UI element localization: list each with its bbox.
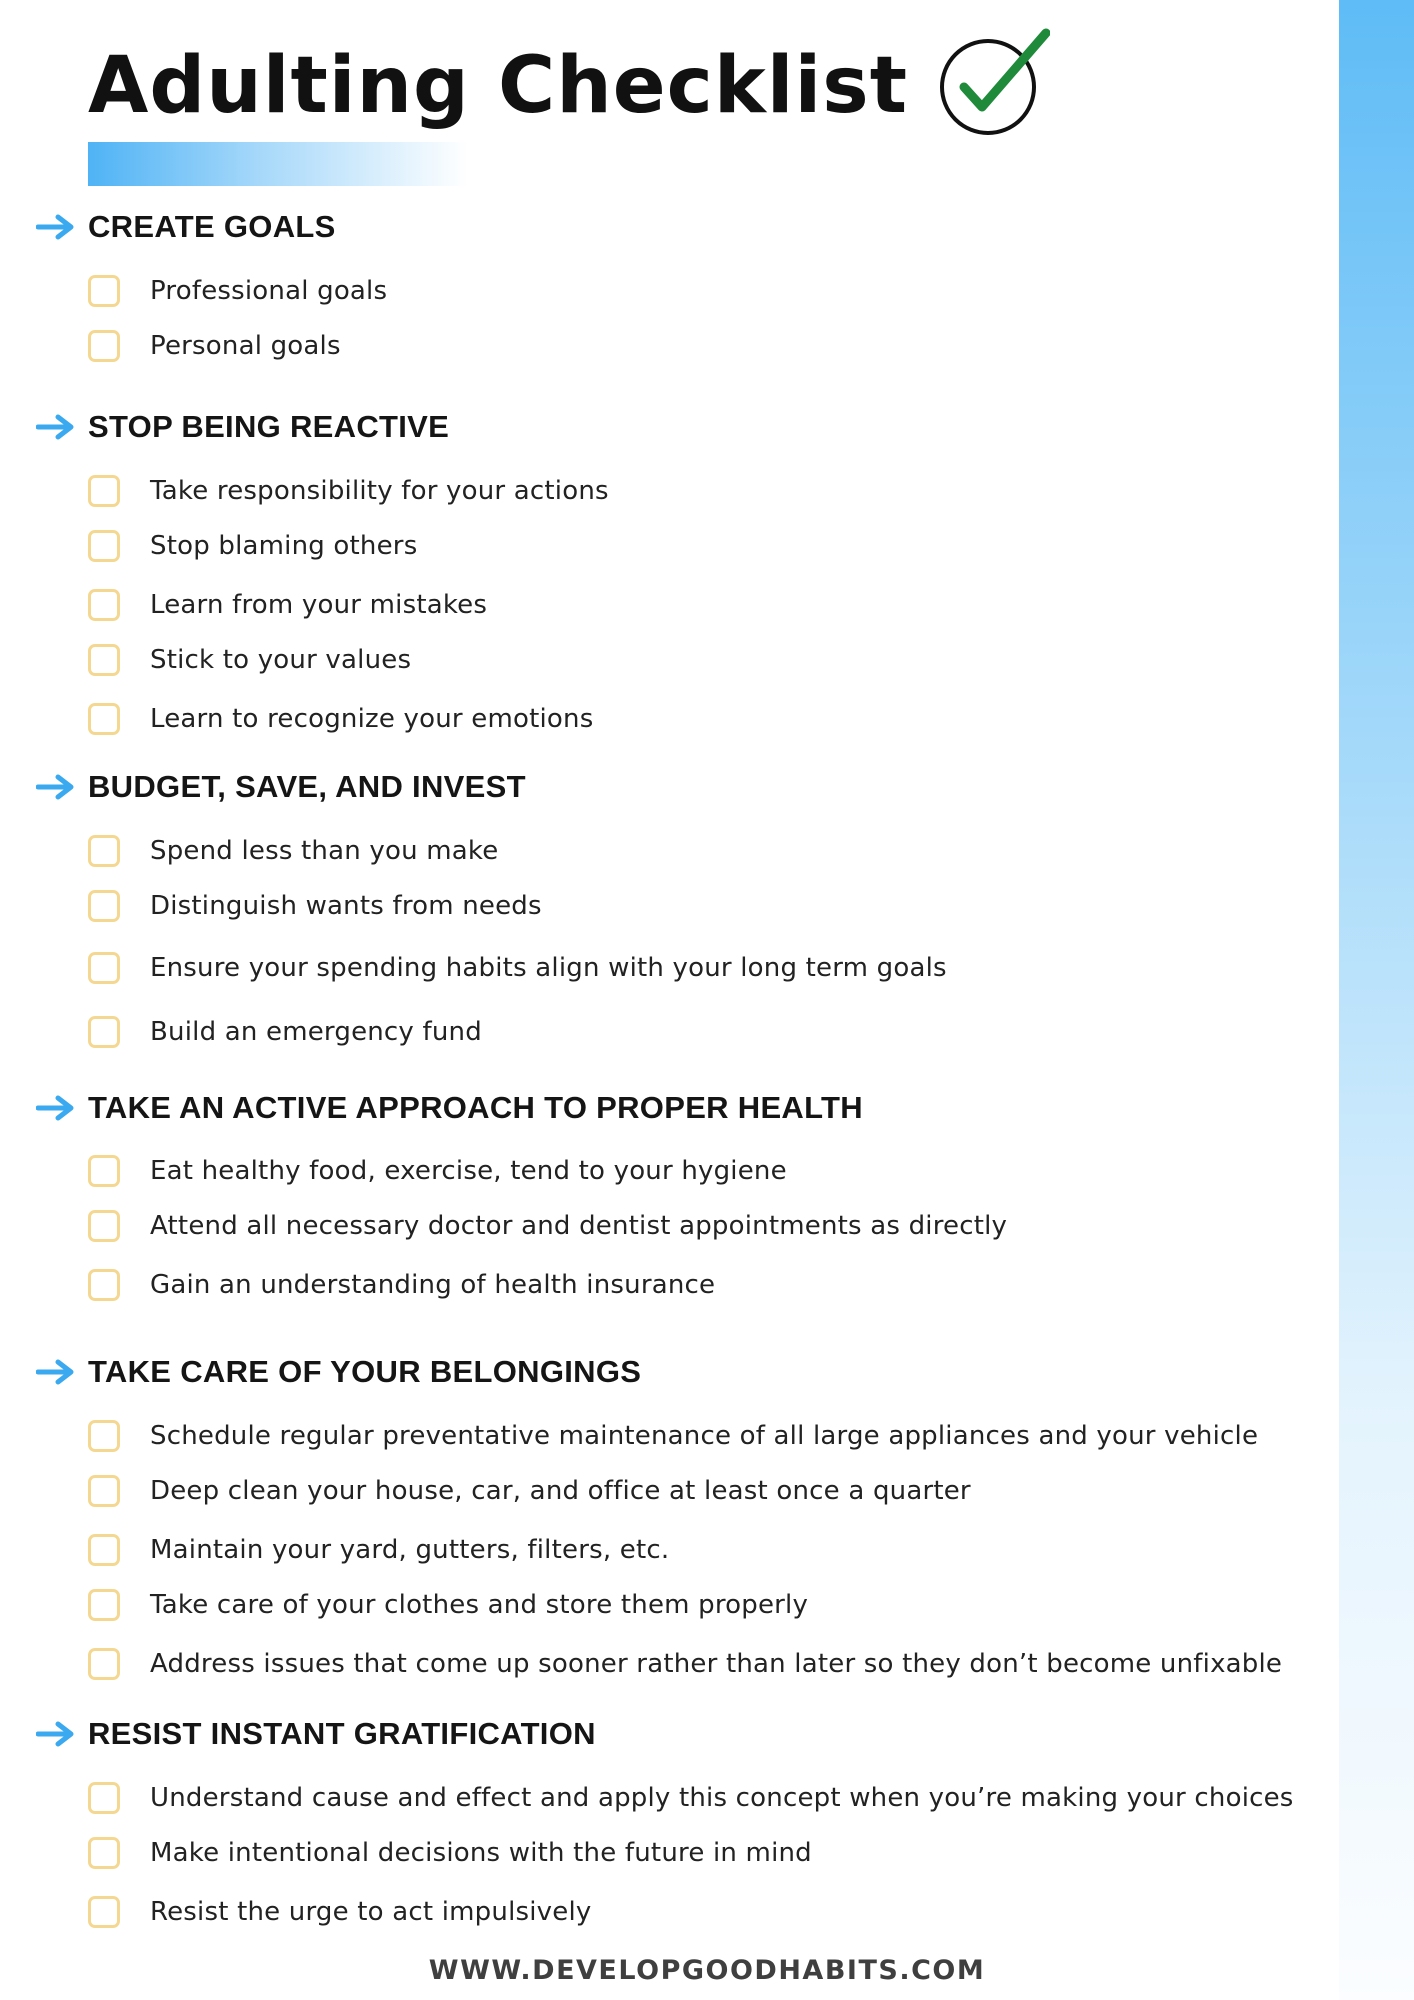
checkbox[interactable] (88, 589, 120, 621)
item-label: Professional goals (150, 276, 388, 306)
item-label: Attend all necessary doctor and dentist appointments as directly (150, 1211, 1008, 1241)
checkbox[interactable] (88, 475, 120, 507)
arrow-right-icon (36, 214, 76, 240)
section-proper-health (36, 1086, 1326, 1300)
arrow-right-icon (36, 1359, 76, 1385)
checkbox[interactable] (88, 644, 120, 676)
section-budget-save-invest (36, 765, 1326, 1047)
checklist-item[interactable] (88, 1470, 971, 1512)
checkbox[interactable] (88, 1475, 120, 1507)
checkbox[interactable] (88, 1269, 120, 1301)
checklist-item[interactable] (88, 947, 947, 989)
item-label: Build an emergency fund (150, 1017, 482, 1047)
item-label: Resist the urge to act impulsively (150, 1897, 592, 1927)
item-label: Make intentional decisions with the future in mind (150, 1838, 812, 1868)
checklist-item[interactable] (88, 325, 341, 367)
checklist-item[interactable] (88, 1832, 812, 1874)
checkbox[interactable] (88, 1589, 120, 1621)
checkbox[interactable] (88, 1016, 120, 1048)
checkbox[interactable] (88, 703, 120, 735)
arrow-right-icon (36, 414, 76, 440)
item-label: Stick to your values (150, 645, 412, 675)
item-label: Understand cause and effect and apply this concept when you’re making your choices (150, 1783, 1294, 1813)
item-label: Learn to recognize your emotions (150, 704, 594, 734)
item-label: Address issues that come up sooner rather than later so they don’t become unfixable (150, 1649, 1283, 1679)
section-create-goals (36, 205, 1326, 361)
checkbox[interactable] (88, 1155, 120, 1187)
page-title: Adulting Checklist (88, 41, 908, 131)
item-label: Ensure your spending habits align with your long term goals (150, 953, 947, 983)
item-label: Eat healthy food, exercise, tend to your hygiene (150, 1156, 787, 1186)
item-label: Take care of your clothes and store them properly (150, 1590, 809, 1620)
checkbox[interactable] (88, 1210, 120, 1242)
checkbox[interactable] (88, 1534, 120, 1566)
checklist-item[interactable] (88, 1584, 808, 1626)
check-circle-icon (938, 27, 1050, 139)
arrow-right-icon (36, 1095, 76, 1121)
item-label: Stop blaming others (150, 531, 418, 561)
checklist-item[interactable] (88, 584, 487, 626)
section-title: RESIST INSTANT GRATIFICATION (88, 1716, 596, 1751)
checklist-item[interactable] (88, 470, 609, 512)
checkbox[interactable] (88, 275, 120, 307)
item-label: Deep clean your house, car, and office at least once a quarter (150, 1476, 971, 1506)
checklist-item[interactable] (88, 1529, 669, 1571)
section-title: TAKE CARE OF YOUR BELONGINGS (88, 1354, 642, 1389)
section-title: CREATE GOALS (88, 209, 336, 244)
decorative-side-band (1339, 0, 1414, 2000)
header (88, 36, 1050, 136)
section-title: TAKE AN ACTIVE APPROACH TO PROPER HEALTH (88, 1090, 863, 1125)
checklist-item[interactable] (88, 1415, 1258, 1457)
item-label: Spend less than you make (150, 836, 499, 866)
checklist-item[interactable] (88, 885, 542, 927)
checklist-item[interactable] (88, 1777, 1294, 1819)
item-label: Maintain your yard, gutters, filters, etc. (150, 1535, 670, 1565)
checklist-item[interactable] (88, 1643, 1282, 1685)
checklist-item[interactable] (88, 525, 417, 567)
checklist-item[interactable] (88, 1891, 591, 1933)
footer-url: WWW.DEVELOPGOODHABITS.COM (428, 1955, 986, 1986)
item-label: Schedule regular preventative maintenance of all large appliances and your vehicle (150, 1421, 1259, 1451)
item-label: Personal goals (150, 331, 341, 361)
checkbox[interactable] (88, 835, 120, 867)
checklist-item[interactable] (88, 1205, 1007, 1247)
checkbox[interactable] (88, 1782, 120, 1814)
section-stop-being-reactive (36, 405, 1326, 734)
section-belongings (36, 1350, 1326, 1679)
checkbox[interactable] (88, 330, 120, 362)
arrow-right-icon (36, 774, 76, 800)
item-label: Distinguish wants from needs (150, 891, 542, 921)
checkbox[interactable] (88, 1896, 120, 1928)
item-label: Take responsibility for your actions (150, 476, 609, 506)
checklist-item[interactable] (88, 698, 593, 740)
section-title: BUDGET, SAVE, AND INVEST (88, 769, 526, 804)
section-title: STOP BEING REACTIVE (88, 409, 450, 444)
checkbox[interactable] (88, 530, 120, 562)
checkbox[interactable] (88, 890, 120, 922)
title-underline-bar (88, 142, 468, 186)
item-label: Learn from your mistakes (150, 590, 488, 620)
section-instant-gratification (36, 1712, 1326, 1927)
checklist-item[interactable] (88, 830, 498, 872)
item-label: Gain an understanding of health insurance (150, 1270, 716, 1300)
checklist-item[interactable] (88, 639, 411, 681)
arrow-right-icon (36, 1721, 76, 1747)
checklist-item[interactable] (88, 270, 387, 312)
checklist-item[interactable] (88, 1150, 787, 1192)
checklist-item[interactable] (88, 1264, 715, 1306)
checkbox[interactable] (88, 1420, 120, 1452)
checkbox[interactable] (88, 1648, 120, 1680)
checkbox[interactable] (88, 1837, 120, 1869)
checklist-item[interactable] (88, 1011, 482, 1053)
checkbox[interactable] (88, 952, 120, 984)
